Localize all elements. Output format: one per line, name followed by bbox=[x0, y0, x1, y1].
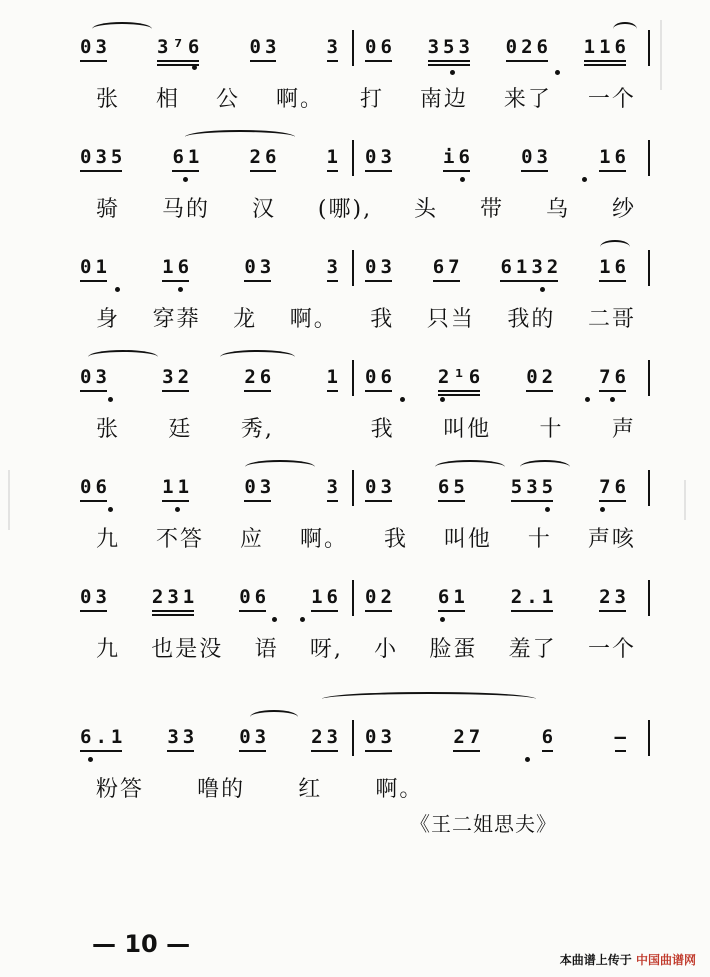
note-group: 03 bbox=[365, 476, 396, 498]
slur bbox=[185, 130, 295, 144]
lyric-word: 啊。 bbox=[289, 307, 338, 332]
lyric-word: 张 bbox=[96, 417, 121, 442]
note-group: 06 bbox=[365, 36, 396, 58]
lyric-word: 啊。 bbox=[375, 777, 424, 802]
note-group: 27 bbox=[453, 726, 485, 748]
lyric-word: 汉 bbox=[251, 197, 276, 222]
footer-prefix: 本曲谱上传于 bbox=[559, 953, 632, 967]
measure bbox=[365, 136, 630, 184]
slur bbox=[92, 22, 152, 36]
lyric-word: 声 bbox=[611, 417, 636, 442]
note-row bbox=[365, 146, 630, 168]
note-row bbox=[365, 256, 630, 278]
note-group: 6132 bbox=[500, 256, 563, 278]
octave-dot bbox=[300, 617, 305, 622]
lyric-line bbox=[96, 82, 636, 113]
note-group: 11 bbox=[162, 476, 194, 498]
note-row bbox=[365, 476, 630, 498]
lyric-word: 羞了 bbox=[508, 637, 557, 662]
barline bbox=[648, 470, 650, 506]
lyric-line bbox=[96, 192, 636, 223]
lyric-word: (哪), bbox=[317, 197, 373, 222]
lyric-word: 打 bbox=[359, 87, 384, 112]
octave-dot bbox=[272, 617, 277, 622]
barline bbox=[648, 140, 650, 176]
lyric-word: 语 bbox=[254, 637, 279, 662]
note-group: 02 bbox=[526, 366, 558, 388]
barline bbox=[352, 720, 354, 756]
lyric-line bbox=[96, 522, 636, 553]
octave-dot bbox=[88, 757, 93, 762]
slur bbox=[245, 460, 315, 474]
lyric-line bbox=[96, 632, 636, 663]
note-group: 2.1 bbox=[510, 586, 558, 608]
lyric-word: 头 bbox=[414, 197, 439, 222]
note-group: 01 bbox=[80, 256, 111, 278]
lyric-word: 一个 bbox=[587, 637, 636, 662]
note-group: 03 bbox=[80, 586, 111, 608]
octave-dot bbox=[178, 287, 183, 292]
lyric-word: 身 bbox=[96, 307, 121, 332]
lyric-word: 南边 bbox=[419, 87, 468, 112]
upload-footer bbox=[560, 951, 696, 968]
note-group: 61 bbox=[172, 146, 204, 168]
note-group: 32 bbox=[162, 366, 194, 388]
note-group: 116 bbox=[583, 36, 630, 58]
lyric-word: 噜的 bbox=[197, 777, 246, 802]
measure bbox=[365, 246, 630, 294]
footer-brand[interactable]: 中国曲谱网 bbox=[635, 953, 696, 967]
source-title: 《王二姐思夫》 bbox=[410, 812, 557, 836]
note-group: 3 bbox=[326, 476, 342, 498]
lyric-word: 九 bbox=[96, 637, 121, 662]
lyric-word: 廷 bbox=[168, 417, 193, 442]
lyric-word: 只当 bbox=[426, 307, 475, 332]
slur bbox=[220, 350, 295, 364]
note-row bbox=[80, 476, 342, 498]
note-row bbox=[80, 256, 342, 278]
note-row bbox=[80, 36, 342, 58]
lyric-word: 二哥 bbox=[587, 307, 636, 332]
note-group: 03 bbox=[365, 146, 396, 168]
note-group: 1 bbox=[326, 366, 342, 388]
slur bbox=[435, 460, 505, 474]
measure bbox=[365, 26, 630, 74]
octave-dot bbox=[555, 70, 560, 75]
note-row bbox=[80, 366, 342, 388]
note-group: 03 bbox=[249, 36, 281, 58]
lyric-word: 呀, bbox=[309, 637, 343, 662]
lyric-word: 带 bbox=[480, 197, 505, 222]
scan-mark bbox=[684, 480, 686, 520]
lyric-line bbox=[96, 302, 636, 333]
lyric-word: 骑 bbox=[96, 197, 121, 222]
note-group: 6 bbox=[541, 726, 558, 748]
note-group: 06 bbox=[239, 586, 271, 608]
note-group: 03 bbox=[365, 726, 396, 748]
note-group: 61 bbox=[437, 586, 469, 608]
octave-dot bbox=[545, 507, 550, 512]
note-group: 03 bbox=[521, 146, 552, 168]
lyric-word: 啊。 bbox=[299, 527, 348, 552]
note-group: 26 bbox=[244, 366, 276, 388]
barline bbox=[352, 30, 354, 66]
lyric-word: 马的 bbox=[161, 197, 210, 222]
note-group: 2¹6 bbox=[437, 366, 485, 388]
lyric-word: 小 bbox=[374, 637, 399, 662]
note-group: 6.1 bbox=[80, 726, 127, 748]
slur bbox=[520, 460, 570, 474]
barline bbox=[352, 140, 354, 176]
note-row bbox=[80, 586, 342, 608]
octave-dot bbox=[108, 397, 113, 402]
lyric-word: 一个 bbox=[587, 87, 636, 112]
lyric-word: 我 bbox=[383, 527, 408, 552]
octave-dot bbox=[600, 507, 605, 512]
octave-dot bbox=[450, 70, 455, 75]
note-group: 65 bbox=[437, 476, 469, 498]
octave-dot bbox=[610, 397, 615, 402]
lyric-word: 声咳 bbox=[587, 527, 636, 552]
note-row bbox=[365, 586, 630, 608]
lyric-word: 我 bbox=[370, 417, 395, 442]
octave-dot bbox=[115, 287, 120, 292]
note-group: 76 bbox=[599, 476, 630, 498]
lyric-word: 应 bbox=[239, 527, 264, 552]
lyric-word: 我 bbox=[370, 307, 395, 332]
note-group: 06 bbox=[80, 476, 111, 498]
slur bbox=[613, 22, 637, 36]
note-row bbox=[80, 146, 342, 168]
lyric-word: 纱 bbox=[611, 197, 636, 222]
note-group: 23 bbox=[599, 586, 630, 608]
octave-dot bbox=[525, 757, 530, 762]
lyric-word: 叫他 bbox=[443, 417, 492, 442]
note-group: 03 bbox=[80, 36, 111, 58]
note-group: 3 bbox=[326, 36, 342, 58]
octave-dot bbox=[582, 177, 587, 182]
note-group: 231 bbox=[151, 586, 199, 608]
note-group: 3 bbox=[326, 256, 342, 278]
note-group: 03 bbox=[244, 256, 276, 278]
note-group: 26 bbox=[249, 146, 281, 168]
barline bbox=[352, 580, 354, 616]
note-group: 76 bbox=[599, 366, 630, 388]
barline bbox=[352, 470, 354, 506]
note-group: 03 bbox=[365, 256, 396, 278]
barline bbox=[648, 250, 650, 286]
note-row bbox=[365, 726, 630, 748]
note-row bbox=[365, 366, 630, 388]
slur bbox=[250, 710, 298, 724]
note-group: 03 bbox=[239, 726, 271, 748]
octave-dot bbox=[192, 65, 197, 70]
octave-dot bbox=[175, 507, 180, 512]
lyric-word: 相 bbox=[155, 87, 180, 112]
slur bbox=[322, 692, 536, 706]
lyric-word: 红 bbox=[298, 777, 323, 802]
note-group: 16 bbox=[162, 256, 194, 278]
octave-dot bbox=[108, 507, 113, 512]
lyric-line bbox=[96, 772, 636, 803]
note-group: 1 bbox=[326, 146, 342, 168]
lyric-word: 啊。 bbox=[275, 87, 324, 112]
octave-dot bbox=[183, 177, 188, 182]
note-group: 535 bbox=[510, 476, 558, 498]
measure bbox=[365, 716, 630, 764]
lyric-word: 十 bbox=[539, 417, 564, 442]
note-group: i6 bbox=[443, 146, 474, 168]
lyric-line bbox=[96, 412, 636, 443]
measure bbox=[365, 576, 630, 624]
note-group: 33 bbox=[167, 726, 199, 748]
note-group: 035 bbox=[80, 146, 127, 168]
lyric-word: 也是没 bbox=[151, 637, 224, 662]
slur bbox=[88, 350, 158, 364]
measure bbox=[80, 716, 342, 764]
lyric-word: 穿莽 bbox=[152, 307, 201, 332]
note-group: 16 bbox=[599, 146, 630, 168]
note-group: 026 bbox=[505, 36, 552, 58]
barline bbox=[648, 580, 650, 616]
octave-dot bbox=[540, 287, 545, 292]
octave-dot bbox=[440, 617, 445, 622]
note-group: 16 bbox=[599, 256, 630, 278]
lyric-word: 来了 bbox=[503, 87, 552, 112]
lyric-word: 脸蛋 bbox=[429, 637, 478, 662]
note-group: 16 bbox=[311, 586, 342, 608]
lyric-word: 粉答 bbox=[96, 777, 145, 802]
slur bbox=[600, 240, 630, 254]
scan-mark bbox=[660, 20, 662, 90]
note-row bbox=[80, 726, 342, 748]
octave-dot bbox=[585, 397, 590, 402]
note-group: 03 bbox=[244, 476, 276, 498]
lyric-word: 我的 bbox=[507, 307, 556, 332]
lyric-word: 叫他 bbox=[443, 527, 492, 552]
barline bbox=[648, 720, 650, 756]
barline bbox=[352, 250, 354, 286]
lyric-word: 乌 bbox=[545, 197, 570, 222]
barline bbox=[352, 360, 354, 396]
lyric-word: 不答 bbox=[155, 527, 204, 552]
note-group: — bbox=[614, 726, 630, 748]
note-group: 67 bbox=[432, 256, 464, 278]
note-group: 06 bbox=[365, 366, 396, 388]
page-number: — 10 — bbox=[92, 930, 191, 958]
note-group: 23 bbox=[311, 726, 342, 748]
lyric-word: 秀, bbox=[240, 417, 274, 442]
lyric-word: 公 bbox=[215, 87, 240, 112]
lyric-word: 九 bbox=[96, 527, 121, 552]
lyric-word: 张 bbox=[96, 87, 121, 112]
note-row bbox=[365, 36, 630, 58]
octave-dot bbox=[460, 177, 465, 182]
note-group: 02 bbox=[365, 586, 396, 608]
lyric-word: 十 bbox=[527, 527, 552, 552]
note-group: 353 bbox=[427, 36, 474, 58]
barline bbox=[648, 360, 650, 396]
lyric-word: 龙 bbox=[233, 307, 258, 332]
note-group: 03 bbox=[80, 366, 111, 388]
octave-dot bbox=[400, 397, 405, 402]
note-group: 3⁷6 bbox=[157, 36, 204, 58]
scan-mark bbox=[8, 470, 10, 530]
barline bbox=[648, 30, 650, 66]
measure bbox=[365, 356, 630, 404]
octave-dot bbox=[440, 397, 445, 402]
